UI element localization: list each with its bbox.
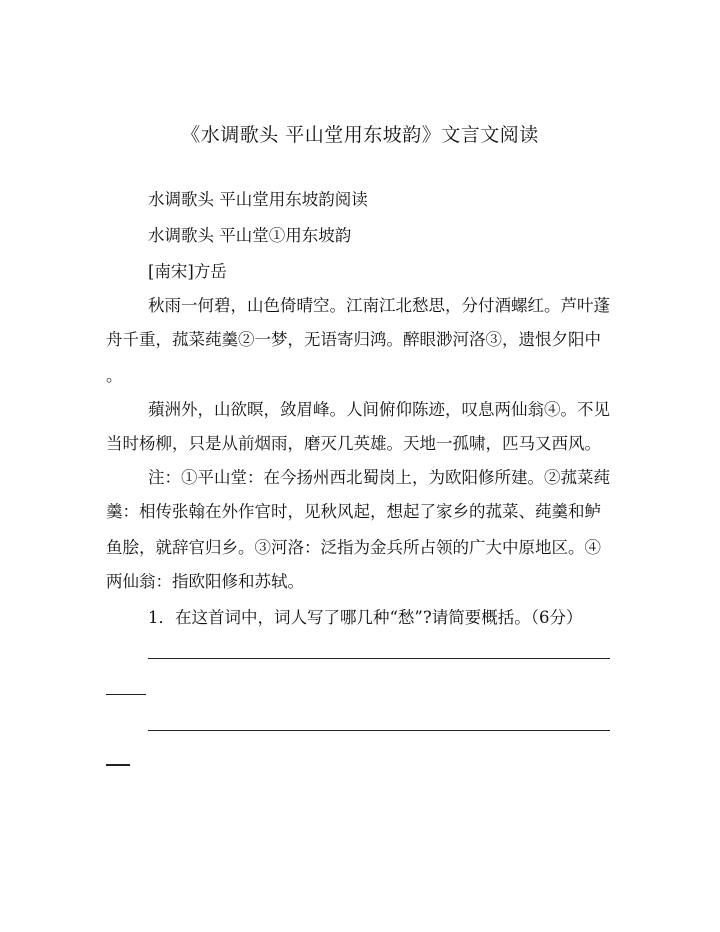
answer-line xyxy=(148,730,610,731)
question-text: 1．在这首词中，词人写了哪几种“愁”?请简要概括。（6分） xyxy=(148,608,583,627)
section-heading: 水调歌头 平山堂用东坡韵阅读 xyxy=(148,190,368,209)
poem-line: 蘋洲外，山欲暝，敛眉峰。人间俯仰陈迹，叹息两仙翁④。不见 xyxy=(148,400,610,419)
answer-line xyxy=(106,764,130,766)
note-line: 两仙翁：指欧阳修和苏轼。 xyxy=(106,572,304,591)
page-title: 《水调歌头 平山堂用东坡韵》文言文阅读 xyxy=(181,124,539,146)
poem-author: [南宋]方岳 xyxy=(148,262,227,281)
answer-line xyxy=(148,658,610,659)
poem-line: 当时杨柳，只是从前烟雨，磨灭几英雄。天地一孤啸，匹马又西风。 xyxy=(106,434,601,453)
note-line: 羹：相传张翰在外作官时，见秋风起，想起了家乡的菰菜、莼羹和鲈 xyxy=(106,502,601,521)
note-line: 鱼脍，就辞官归乡。③河洛：泛指为金兵所占领的广大中原地区。④ xyxy=(106,538,601,557)
poem-line: 舟千重，菰菜莼羹②一梦，无语寄归鸿。醉眼渺河洛③，遗恨夕阳中 xyxy=(106,330,601,349)
poem-line: 秋雨一何碧，山色倚晴空。江南江北愁思，分付酒螺红。芦叶蓬 xyxy=(148,296,610,315)
poem-line: 。 xyxy=(106,366,123,385)
answer-line xyxy=(106,694,146,695)
note-line: 注：①平山堂：在今扬州西北蜀岗上，为欧阳修所建。②菰菜莼 xyxy=(148,468,610,487)
poem-title: 水调歌头 平山堂①用东坡韵 xyxy=(148,226,352,245)
